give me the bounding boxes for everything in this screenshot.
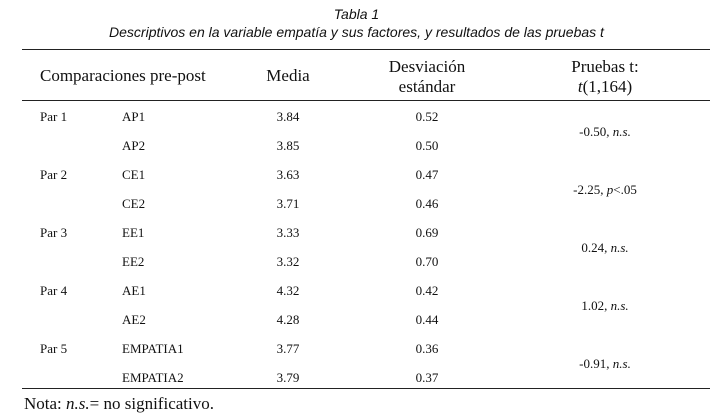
header-sd xyxy=(357,57,497,97)
variable-cell: EE1 xyxy=(122,225,145,240)
media-cell: 3.63 xyxy=(276,167,300,182)
note-abbr: n.s. xyxy=(66,394,90,413)
media-cell: 3.85 xyxy=(276,138,300,153)
header-t-var: t xyxy=(577,77,583,96)
bottom-rule xyxy=(22,388,710,389)
variable-cell: EMPATIA2 xyxy=(122,370,184,385)
t-value: 1.02, xyxy=(581,298,611,313)
t-value: -0.91, xyxy=(579,356,613,371)
variable-cell: EMPATIA1 xyxy=(122,341,184,356)
t-significance-suffix: <.05 xyxy=(613,182,637,197)
variable-cell: AE2 xyxy=(122,312,146,327)
variable-cell: AP1 xyxy=(122,109,146,124)
sd-cell: 0.37 xyxy=(415,370,439,385)
media-cell: 4.28 xyxy=(276,312,300,327)
note-label: Nota: xyxy=(24,394,67,413)
pair-label: Par 5 xyxy=(40,341,68,356)
media-cell: 3.32 xyxy=(276,254,300,269)
media-cell: 4.32 xyxy=(276,283,300,298)
t-significance: n.s. xyxy=(610,240,629,255)
sd-cell: 0.52 xyxy=(415,109,439,124)
sd-cell: 0.50 xyxy=(415,138,439,153)
sd-cell: 0.42 xyxy=(415,283,439,298)
t-value: -2.25, xyxy=(573,182,607,197)
pair-label: Par 2 xyxy=(40,167,68,182)
sd-cell: 0.70 xyxy=(415,254,439,269)
variable-cell: EE2 xyxy=(122,254,145,269)
variable-cell: CE1 xyxy=(122,167,146,182)
note-text: = no significativo. xyxy=(89,394,214,413)
variable-cell: AE1 xyxy=(122,283,146,298)
t-test-cell xyxy=(530,240,680,256)
sd-cell: 0.46 xyxy=(415,196,439,211)
media-cell: 3.77 xyxy=(276,341,300,356)
t-significance: n.s. xyxy=(612,124,631,139)
media-cell: 3.79 xyxy=(276,370,300,385)
top-rule xyxy=(22,49,710,50)
media-cell: 3.71 xyxy=(276,196,300,211)
sd-cell: 0.69 xyxy=(415,225,439,240)
table-note xyxy=(24,394,214,414)
t-significance: n.s. xyxy=(610,298,629,313)
pair-label: Par 1 xyxy=(40,109,68,124)
t-significance: p xyxy=(606,182,614,197)
media-cell: 3.84 xyxy=(276,109,300,124)
header-media: Media xyxy=(266,66,310,85)
sd-cell: 0.44 xyxy=(415,312,439,327)
sd-cell: 0.36 xyxy=(415,341,439,356)
pair-label: Par 3 xyxy=(40,225,68,240)
header-t xyxy=(520,57,690,97)
t-value: 0.24, xyxy=(581,240,611,255)
header-t-line2 xyxy=(520,77,690,97)
t-test-cell xyxy=(530,124,680,140)
header-comparaciones: Comparaciones pre-post xyxy=(40,66,206,85)
header-t-line1: Pruebas t: xyxy=(571,57,639,76)
t-test-cell xyxy=(530,182,680,198)
header-rule xyxy=(22,100,710,101)
variable-cell: AP2 xyxy=(122,138,146,153)
t-test-cell xyxy=(530,298,680,314)
table-subtitle: Descriptivos en la variable empatía y sus factores, y resultados de las pruebas t xyxy=(109,24,604,40)
t-test-cell xyxy=(530,356,680,372)
header-sd-line2: estándar xyxy=(398,77,456,96)
t-significance: n.s. xyxy=(612,356,631,371)
pair-label: Par 4 xyxy=(40,283,68,298)
header-t-df: (1,164) xyxy=(582,77,633,96)
header-sd-line1: Desviación xyxy=(388,57,466,76)
sd-cell: 0.47 xyxy=(415,167,439,182)
variable-cell: CE2 xyxy=(122,196,146,211)
table-title: Tabla 1 xyxy=(333,6,380,22)
t-value: -0.50, xyxy=(579,124,613,139)
media-cell: 3.33 xyxy=(276,225,300,240)
